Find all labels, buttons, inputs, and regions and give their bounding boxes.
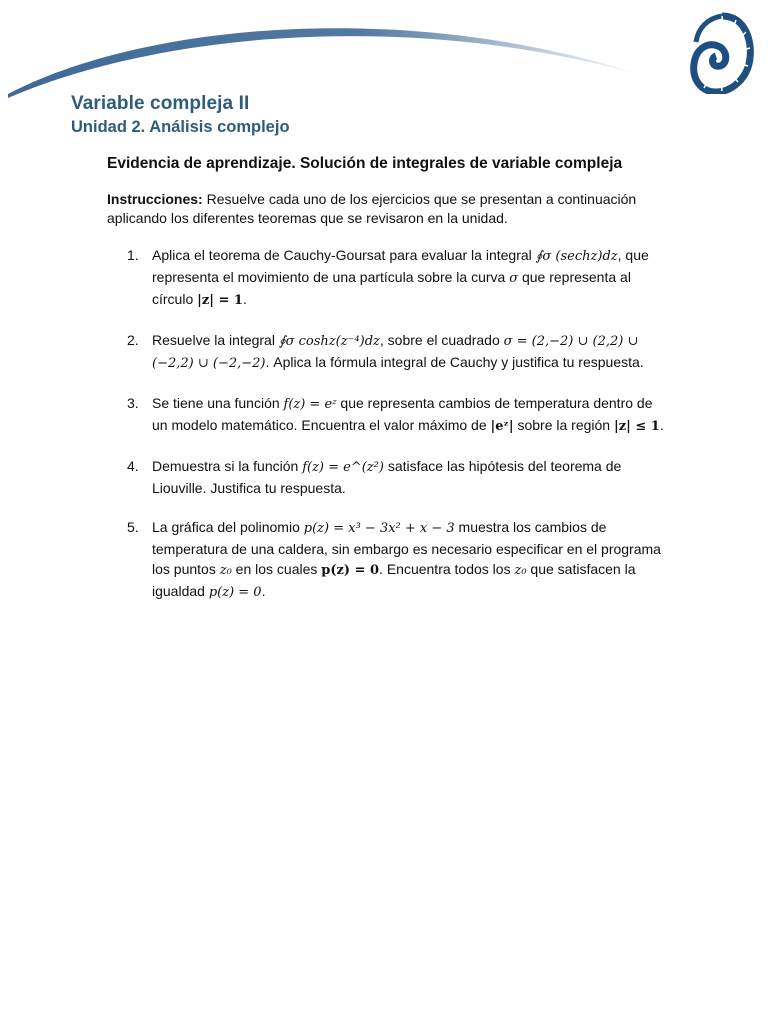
exercise-text: . Aplica la fórmula integral de Cauchy y justifica tu respuesta. <box>265 354 644 370</box>
math-expression: z₀ <box>219 563 232 578</box>
exercise-list <box>107 245 667 622</box>
math-expression: p(z) = 0 <box>208 585 262 600</box>
math-expression: p(z) = x³ − 3x² + x − 3 <box>303 521 455 536</box>
exercise-text: Demuestra si la función <box>152 458 303 474</box>
activity-title: Evidencia de aprendizaje. Solución de integrales de variable compleja <box>107 155 623 172</box>
course-title: Variable compleja II <box>71 93 250 114</box>
math-expression: f(z) = eᶻ <box>283 397 337 412</box>
math-expression: ∮σ coshz(z⁻⁴)dz <box>278 334 380 349</box>
exercise-text: . Encuentra todos los <box>379 561 515 577</box>
math-expression: |eᶻ| <box>490 419 514 434</box>
exercise-text: en los cuales <box>231 561 322 577</box>
math-expression: z₀ <box>514 563 527 578</box>
exercise-item <box>107 245 667 311</box>
unit-title: Unidad 2. Análisis complejo <box>71 118 290 136</box>
math-expression: |z| ≤ 1 <box>614 419 660 434</box>
exercise-item <box>107 456 667 498</box>
exercise-text: que representa al círculo <box>152 269 631 307</box>
exercise-text: Se tiene una función <box>152 395 284 411</box>
exercise-number: 5. <box>127 519 139 535</box>
math-expression: σ <box>509 271 519 286</box>
nautilus-shell-icon <box>688 12 754 94</box>
exercise-item <box>107 330 667 374</box>
exercise-number: 1. <box>127 247 139 263</box>
exercise-text: que satisfacen la igualdad <box>152 561 636 599</box>
exercise-text: sobre la región <box>513 417 614 433</box>
exercise-number: 4. <box>127 458 139 474</box>
math-expression: p(z) = 0 <box>321 563 380 578</box>
exercise-text: , que representa el movimiento de una partícula sobre la curva <box>152 247 649 285</box>
exercise-text: . <box>261 583 266 599</box>
exercise-item <box>107 393 667 437</box>
exercise-text: . <box>659 417 664 433</box>
exercise-text: que representa cambios de temperatura dentro de un modelo matemático. Encuentra el valor máximo de <box>152 395 653 433</box>
instructions-text: Resuelve cada uno de los ejercicios que se presentan a continuación aplicando los diferentes teoremas que se revisaron en la unidad. <box>107 191 637 226</box>
exercise-text: , sobre el cuadrado <box>379 332 504 348</box>
instructions-label: Instrucciones: <box>107 191 203 207</box>
exercise-text: satisface las hipótesis del teorema de Liouville. Justifica tu respuesta. <box>152 458 622 496</box>
math-expression: |z| = 1 <box>197 293 243 308</box>
exercise-text: Aplica el teorema de Cauchy-Goursat para evaluar la integral <box>152 247 536 263</box>
exercise-text: . <box>242 291 247 307</box>
exercise-number: 3. <box>127 395 139 411</box>
exercise-text: Resuelve la integral <box>152 332 279 348</box>
math-expression: ∮σ (sechz)dz <box>535 249 618 264</box>
instructions-paragraph <box>107 190 667 228</box>
math-expression: f(z) = e^(z²) <box>302 460 384 475</box>
exercise-item <box>107 517 667 603</box>
exercise-text: La gráfica del polinomio <box>152 519 304 535</box>
exercise-number: 2. <box>127 332 139 348</box>
math-expression: σ = (2,−2) ∪ (2,2) ∪ (−2,2) ∪ (−2,−2) <box>152 334 639 371</box>
exercise-text: muestra los cambios de temperatura de una caldera, sin embargo es necesario especificar en el programa los puntos <box>152 519 661 577</box>
